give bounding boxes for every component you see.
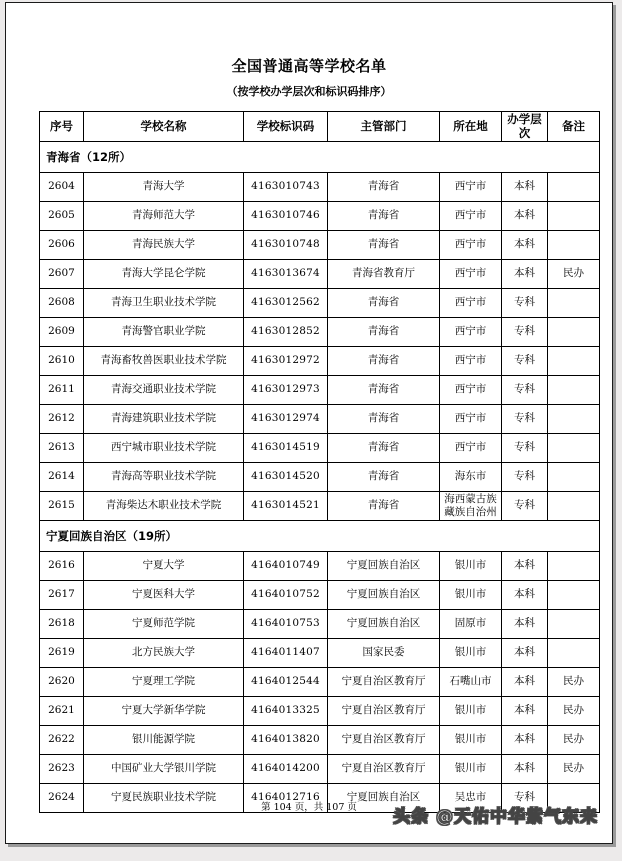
cell-level: 本科 <box>502 580 548 609</box>
table-row <box>40 696 600 725</box>
cell-note <box>548 638 600 667</box>
cell-note <box>548 172 600 201</box>
cell-level: 本科 <box>502 172 548 201</box>
cell-school-code: 4163010743 <box>244 172 328 201</box>
cell-index: 2618 <box>40 609 84 638</box>
cell-location: 海东市 <box>440 462 502 491</box>
cell-department: 宁夏回族自治区 <box>328 551 440 580</box>
cell-department: 青海省 <box>328 230 440 259</box>
cell-school-code: 4163012973 <box>244 375 328 404</box>
cell-location: 西宁市 <box>440 346 502 375</box>
table-row <box>40 580 600 609</box>
page-title: 全国普通高等学校名单 <box>231 57 387 75</box>
table-header-row <box>40 112 600 142</box>
cell-school-name: 青海卫生职业技术学院 <box>84 288 244 317</box>
cell-level: 本科 <box>502 551 548 580</box>
cell-note <box>548 462 600 491</box>
cell-level: 本科 <box>502 230 548 259</box>
cell-school-code: 4163012852 <box>244 317 328 346</box>
table-row <box>40 375 600 404</box>
column-header-location: 所在地 <box>440 112 502 142</box>
table-row <box>40 317 600 346</box>
cell-location: 西宁市 <box>440 259 502 288</box>
cell-school-code: 4163012974 <box>244 404 328 433</box>
cell-note <box>548 433 600 462</box>
cell-school-name: 青海建筑职业技术学院 <box>84 404 244 433</box>
column-header-index: 序号 <box>40 112 84 142</box>
cell-location: 西宁市 <box>440 404 502 433</box>
cell-level: 专科 <box>502 491 548 520</box>
cell-location: 石嘴山市 <box>440 667 502 696</box>
cell-note: 民办 <box>548 696 600 725</box>
cell-location: 西宁市 <box>440 433 502 462</box>
column-header-code: 学校标识码 <box>244 112 328 142</box>
cell-level: 专科 <box>502 288 548 317</box>
table-row <box>40 433 600 462</box>
table-row <box>40 172 600 201</box>
cell-school-code: 4163014520 <box>244 462 328 491</box>
cell-index: 2604 <box>40 172 84 201</box>
column-header-level: 办学层次 <box>502 112 548 142</box>
cell-school-name: 银川能源学院 <box>84 725 244 754</box>
table-body <box>40 141 600 812</box>
table-container <box>39 111 585 813</box>
cell-school-name: 青海柴达木职业技术学院 <box>84 491 244 520</box>
cell-location: 银川市 <box>440 638 502 667</box>
cell-school-code: 4164012716 <box>244 783 328 812</box>
cell-location: 海西蒙古族藏族自治州 <box>440 491 502 520</box>
cell-index: 2613 <box>40 433 84 462</box>
cell-level: 本科 <box>502 201 548 230</box>
table-row <box>40 638 600 667</box>
cell-department: 青海省 <box>328 317 440 346</box>
cell-school-code: 4163012972 <box>244 346 328 375</box>
universities-table <box>39 111 600 813</box>
cell-level: 专科 <box>502 317 548 346</box>
cell-school-name: 青海大学 <box>84 172 244 201</box>
table-row <box>40 491 600 520</box>
cell-school-name: 宁夏师范学院 <box>84 609 244 638</box>
watermark: 头条 @天佑中华紫气东来 <box>393 807 598 827</box>
cell-note <box>548 201 600 230</box>
column-header-department: 主管部门 <box>328 112 440 142</box>
cell-department: 宁夏回族自治区 <box>328 609 440 638</box>
cell-index: 2616 <box>40 551 84 580</box>
cell-department: 青海省 <box>328 433 440 462</box>
cell-location: 银川市 <box>440 551 502 580</box>
cell-location: 西宁市 <box>440 230 502 259</box>
cell-school-name: 西宁城市职业技术学院 <box>84 433 244 462</box>
table-row <box>40 609 600 638</box>
cell-location: 银川市 <box>440 696 502 725</box>
cell-index: 2610 <box>40 346 84 375</box>
cell-level: 本科 <box>502 609 548 638</box>
cell-department: 宁夏自治区教育厅 <box>328 754 440 783</box>
cell-school-name: 宁夏理工学院 <box>84 667 244 696</box>
cell-note <box>548 230 600 259</box>
cell-level: 专科 <box>502 433 548 462</box>
cell-school-code: 4164012544 <box>244 667 328 696</box>
cell-school-name: 青海交通职业技术学院 <box>84 375 244 404</box>
cell-level: 本科 <box>502 725 548 754</box>
cell-school-code: 4163014521 <box>244 491 328 520</box>
cell-note: 民办 <box>548 725 600 754</box>
cell-location: 西宁市 <box>440 172 502 201</box>
cell-index: 2614 <box>40 462 84 491</box>
province-group-label: 宁夏回族自治区（19所） <box>40 520 600 551</box>
cell-index: 2615 <box>40 491 84 520</box>
cell-index: 2606 <box>40 230 84 259</box>
cell-school-name: 宁夏大学新华学院 <box>84 696 244 725</box>
cell-location: 银川市 <box>440 754 502 783</box>
cell-location: 西宁市 <box>440 375 502 404</box>
cell-location: 银川市 <box>440 580 502 609</box>
cell-department: 青海省教育厅 <box>328 259 440 288</box>
cell-department: 宁夏自治区教育厅 <box>328 667 440 696</box>
cell-school-name: 青海大学昆仑学院 <box>84 259 244 288</box>
cell-index: 2608 <box>40 288 84 317</box>
cell-note <box>548 551 600 580</box>
cell-school-name: 宁夏大学 <box>84 551 244 580</box>
cell-note <box>548 288 600 317</box>
cell-index: 2609 <box>40 317 84 346</box>
cell-index: 2612 <box>40 404 84 433</box>
table-row <box>40 667 600 696</box>
cell-level: 本科 <box>502 667 548 696</box>
cell-school-name: 青海民族大学 <box>84 230 244 259</box>
cell-note <box>548 580 600 609</box>
cell-school-code: 4163014519 <box>244 433 328 462</box>
cell-level: 专科 <box>502 783 548 812</box>
table-row <box>40 462 600 491</box>
cell-location: 西宁市 <box>440 288 502 317</box>
cell-index: 2623 <box>40 754 84 783</box>
cell-level: 专科 <box>502 462 548 491</box>
cell-index: 2611 <box>40 375 84 404</box>
cell-department: 宁夏回族自治区 <box>328 580 440 609</box>
cell-note <box>548 491 600 520</box>
cell-department: 青海省 <box>328 201 440 230</box>
cell-department: 青海省 <box>328 375 440 404</box>
cell-school-code: 4164010753 <box>244 609 328 638</box>
cell-level: 本科 <box>502 259 548 288</box>
cell-department: 国家民委 <box>328 638 440 667</box>
cell-school-code: 4164010752 <box>244 580 328 609</box>
document-page <box>5 2 613 844</box>
page-subtitle: （按学校办学层次和标识码排序） <box>226 85 392 98</box>
cell-school-code: 4164011407 <box>244 638 328 667</box>
table-row <box>40 201 600 230</box>
cell-department: 青海省 <box>328 288 440 317</box>
cell-level: 本科 <box>502 696 548 725</box>
cell-index: 2605 <box>40 201 84 230</box>
table-row <box>40 259 600 288</box>
cell-school-code: 4163013674 <box>244 259 328 288</box>
cell-note: 民办 <box>548 754 600 783</box>
cell-note: 民办 <box>548 667 600 696</box>
cell-department: 青海省 <box>328 404 440 433</box>
cell-location: 银川市 <box>440 725 502 754</box>
page-footer: 第 104 页，共 107 页 <box>261 802 357 813</box>
cell-school-name: 宁夏民族职业技术学院 <box>84 783 244 812</box>
cell-index: 2617 <box>40 580 84 609</box>
cell-department: 青海省 <box>328 172 440 201</box>
cell-department: 青海省 <box>328 346 440 375</box>
table-row <box>40 288 600 317</box>
cell-school-name: 北方民族大学 <box>84 638 244 667</box>
cell-department: 宁夏自治区教育厅 <box>328 696 440 725</box>
cell-department: 青海省 <box>328 462 440 491</box>
cell-location: 西宁市 <box>440 201 502 230</box>
cell-index: 2622 <box>40 725 84 754</box>
table-row <box>40 346 600 375</box>
table-row <box>40 754 600 783</box>
cell-level: 专科 <box>502 404 548 433</box>
table-header <box>40 112 600 142</box>
cell-department: 宁夏自治区教育厅 <box>328 725 440 754</box>
table-row <box>40 725 600 754</box>
cell-index: 2624 <box>40 783 84 812</box>
cell-school-name: 宁夏医科大学 <box>84 580 244 609</box>
cell-school-code: 4164013325 <box>244 696 328 725</box>
cell-school-name: 青海师范大学 <box>84 201 244 230</box>
table-row <box>40 404 600 433</box>
cell-level: 本科 <box>502 638 548 667</box>
cell-school-name: 中国矿业大学银川学院 <box>84 754 244 783</box>
column-header-name: 学校名称 <box>84 112 244 142</box>
cell-level: 专科 <box>502 346 548 375</box>
cell-note <box>548 317 600 346</box>
province-group-label: 青海省（12所） <box>40 141 600 172</box>
cell-location: 西宁市 <box>440 317 502 346</box>
cell-index: 2619 <box>40 638 84 667</box>
cell-index: 2620 <box>40 667 84 696</box>
cell-school-name: 青海畜牧兽医职业技术学院 <box>84 346 244 375</box>
cell-department: 宁夏回族自治区 <box>328 783 440 812</box>
cell-note <box>548 404 600 433</box>
cell-department: 青海省 <box>328 491 440 520</box>
cell-note <box>548 346 600 375</box>
cell-location: 吴忠市 <box>440 783 502 812</box>
cell-level: 本科 <box>502 754 548 783</box>
table-row <box>40 551 600 580</box>
cell-school-code: 4163010748 <box>244 230 328 259</box>
cell-note: 民办 <box>548 259 600 288</box>
province-group-header <box>40 141 600 172</box>
cell-note <box>548 609 600 638</box>
cell-school-code: 4163010746 <box>244 201 328 230</box>
cell-school-code: 4164013820 <box>244 725 328 754</box>
table-row <box>40 230 600 259</box>
cell-school-name: 青海警官职业学院 <box>84 317 244 346</box>
cell-level: 专科 <box>502 375 548 404</box>
cell-school-code: 4164010749 <box>244 551 328 580</box>
cell-index: 2621 <box>40 696 84 725</box>
cell-school-name: 青海高等职业技术学院 <box>84 462 244 491</box>
province-group-header <box>40 520 600 551</box>
cell-school-code: 4164014200 <box>244 754 328 783</box>
cell-location: 固原市 <box>440 609 502 638</box>
column-header-note: 备注 <box>548 112 600 142</box>
cell-index: 2607 <box>40 259 84 288</box>
cell-note <box>548 375 600 404</box>
cell-school-code: 4163012562 <box>244 288 328 317</box>
